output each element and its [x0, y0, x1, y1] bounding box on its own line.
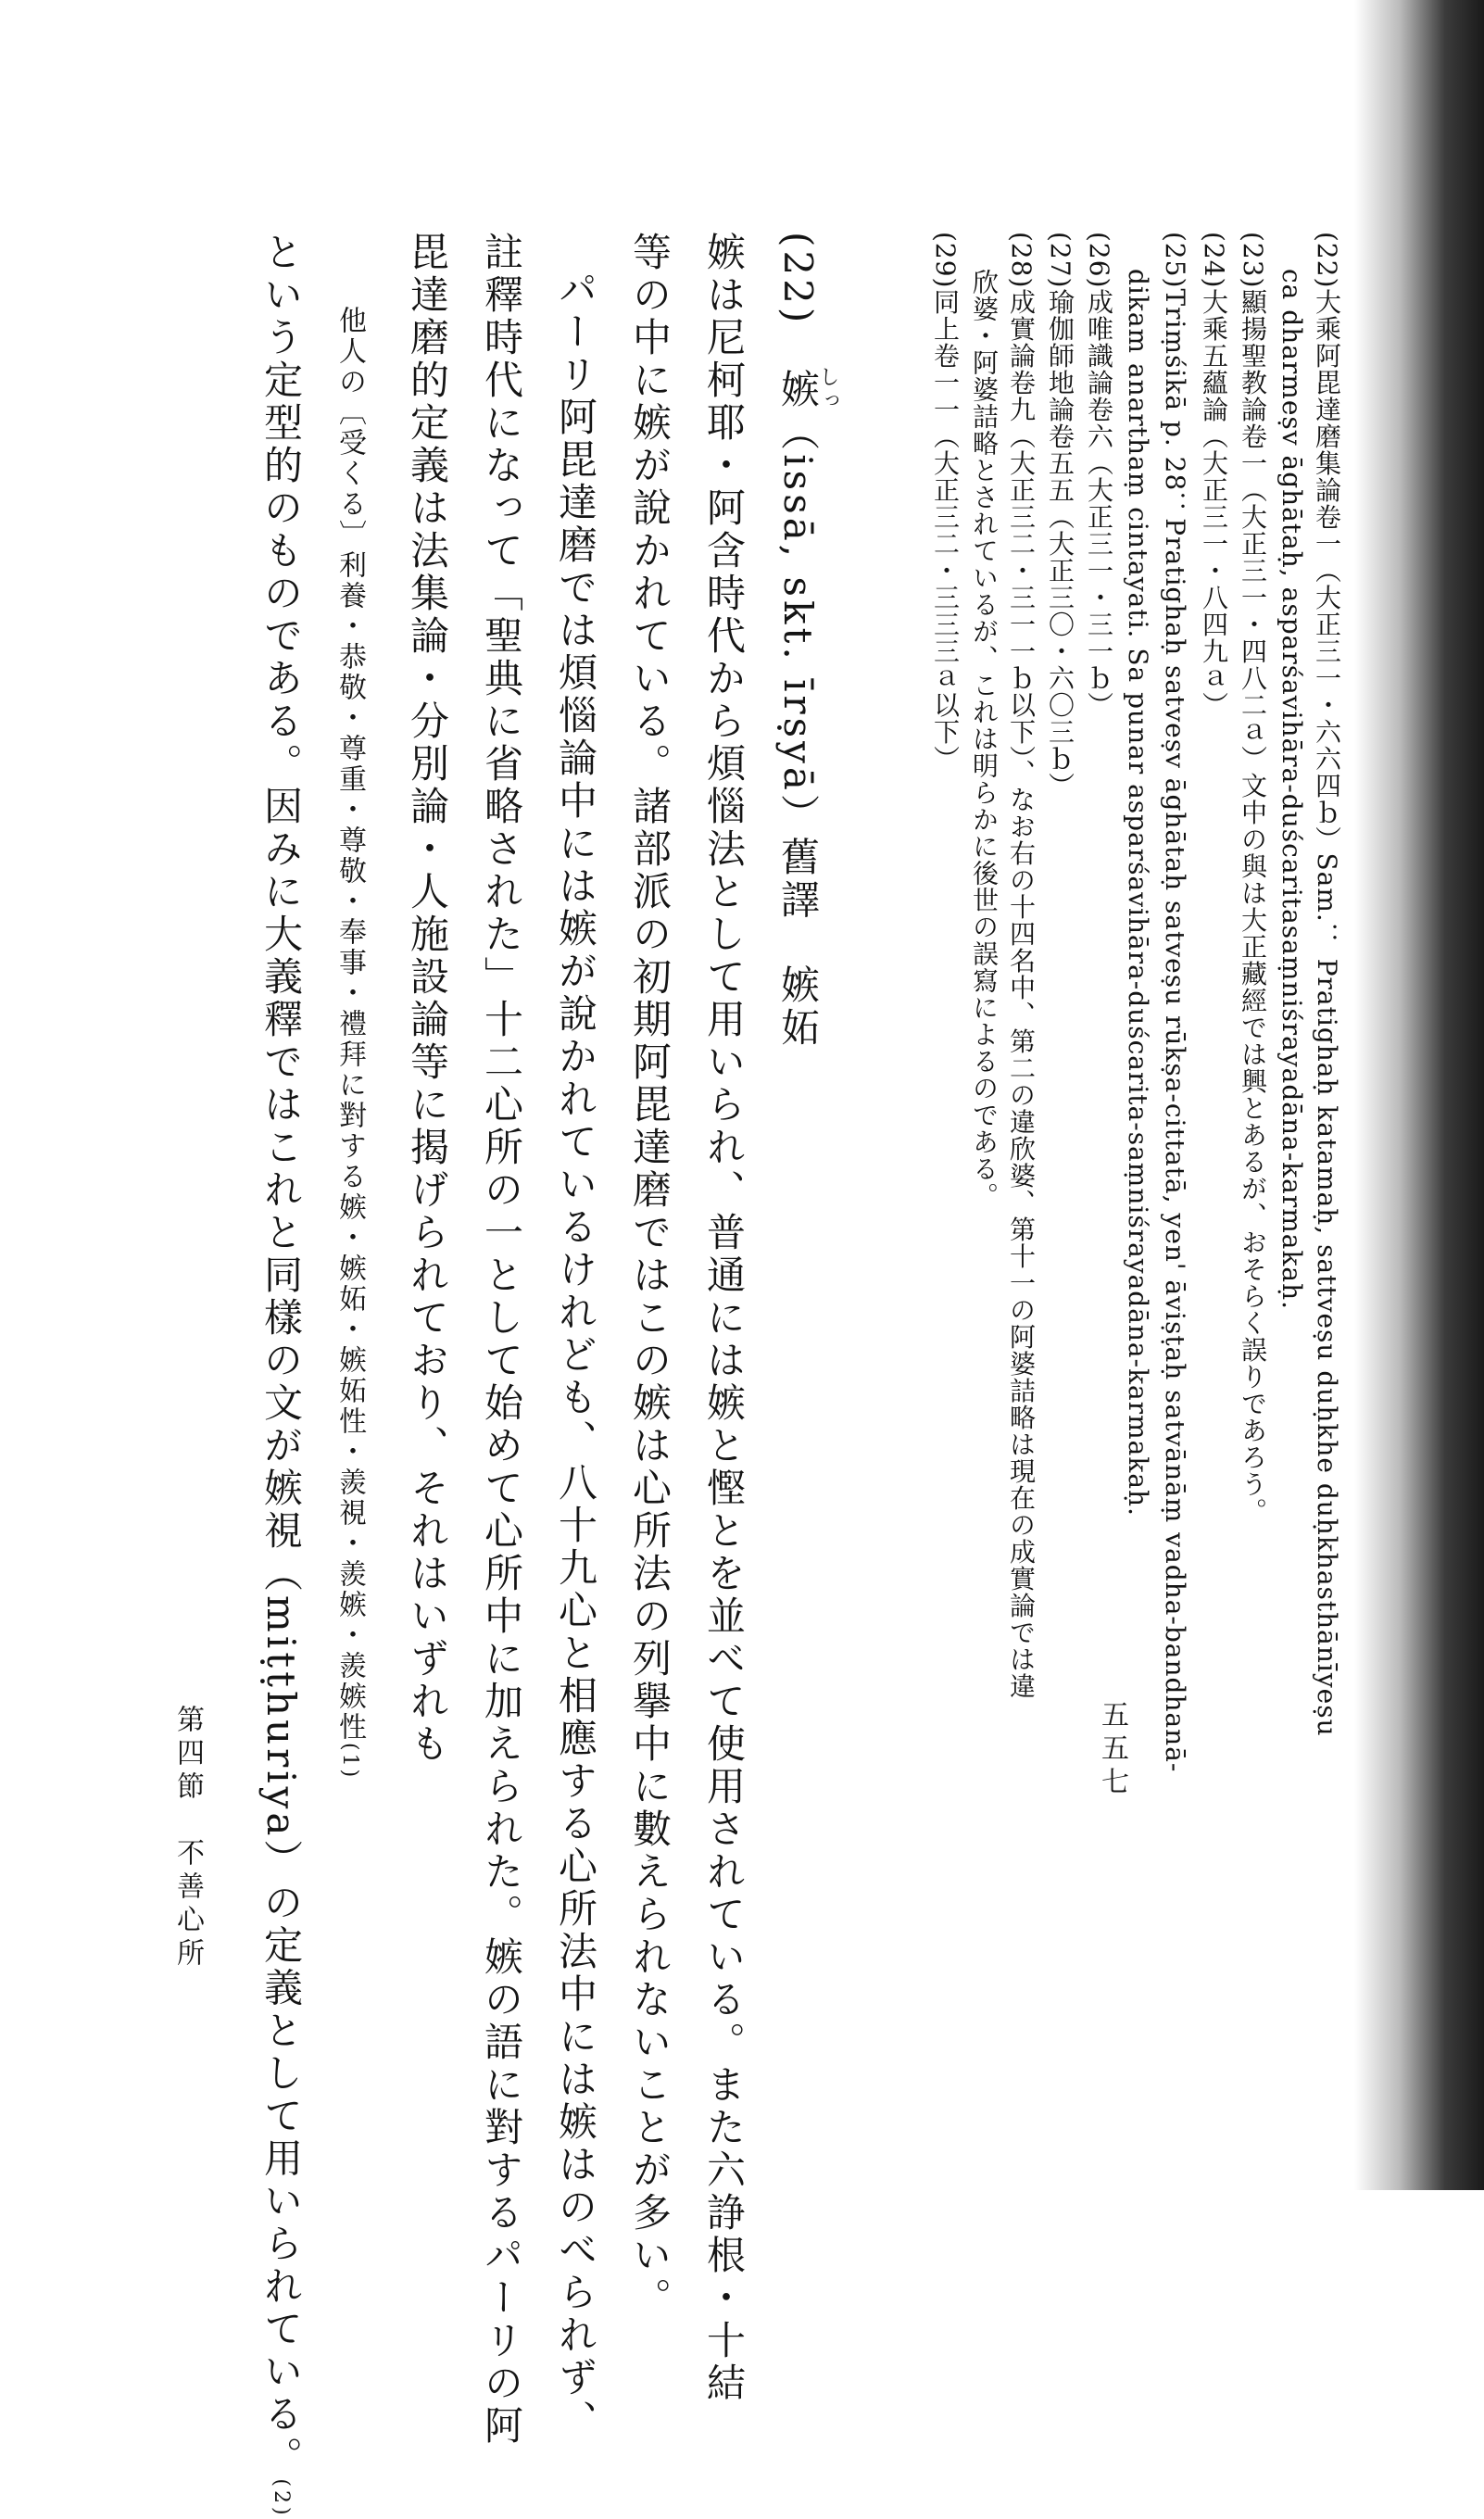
- body-line-last: という定型的のものである。因みに大義釋ではこれと同樣の文が嫉視（miṭṭhuriya）の定義として用いられている。(2): [258, 232, 304, 2519]
- note-ref-1: (1): [338, 1743, 361, 1781]
- footnote-26: (26)成唯識論卷六（大正三一・三一ｂ）: [1084, 232, 1114, 719]
- section-heading: (22) 嫉しっ（issā, skt. īrṣyā）舊譯 嫉妬: [775, 232, 839, 1050]
- quoted-definition: 他人の〔受くる〕利養・恭敬・尊重・尊敬・奉事・禮拜に對する嫉・嫉妬・嫉妬性・羨視・羨嫉・羨嫉性(1): [333, 306, 366, 1781]
- page-number: 五五七: [1096, 1700, 1128, 1800]
- footnote-25: (25)Triṃśikā p. 28：Pratighaḥ satveṣv āghātaḥ satveṣu rūkṣa-cittatā, yen' āviṣṭaḥ satvānāṃ vadha-bandhanā-: [1160, 232, 1190, 1773]
- footnote-29: (29)同上卷一一（大正三二・三三三ａ以下）: [930, 232, 961, 773]
- body-line-2: 等の中に嫉が說かれている。諸部派の初期阿毘達磨ではこの嫉は心所法の列擧中に數えられないことが多い。: [627, 232, 673, 2320]
- body-line-1: 嫉は尼柯耶・阿含時代から煩惱法として用いられ、普通には嫉と慳とを並べて使用されている。また六諍根・十結: [701, 232, 747, 2405]
- footnote-28: (28)成實論卷九（大正三二・三一一ｂ以下）、なお右の十四名中、第二の違欣婆、第十一の阿婆詰略は現在の成實論では違: [1006, 232, 1037, 1700]
- footnote-25-cont: dikam anarthaṃ cintayati. Sa punar asparśavihāra-duścarita-saṃniśrayadāna-karmakaḥ.: [1123, 269, 1153, 1517]
- footnote-24: (24)大乘五蘊論（大正三一・八四九ａ）: [1199, 232, 1229, 719]
- body-line-4: 註釋時代になって「聖典に省略された」十二心所の一として始めて心所中に加えられた。嫉の語に對するパーリの阿: [479, 232, 524, 2448]
- scan-shadow-edge: [1354, 0, 1484, 2190]
- footnote-27: (27)瑜伽師地論卷五五（大正三〇・六〇三ｂ）: [1045, 232, 1075, 800]
- running-section-title: 第四節 不善心所: [171, 1705, 204, 1971]
- footnote-28-cont: 欣婆・阿婆詰略とされているが、これは明らかに後世の誤寫によるのである。: [969, 269, 1000, 1209]
- note-ref-2: (2): [270, 2478, 293, 2519]
- footnote-22-cont: ca dharmeṣv āghātaḥ, asparśavihāra-duścaritasaṃniśrayadāna-karmakaḥ.: [1276, 269, 1307, 1311]
- footnote-22: (22)大乘阿毘達磨集論卷一（大正三一・六六四ｂ）Sam.： Pratighaḥ katamaḥ, sattveṣu duḥkhe duḥkhasthānīyeṣu: [1312, 232, 1342, 1737]
- body-line-3: パーリ阿毘達磨では煩惱論中には嫉が說かれているけれども、八十九心と相應する心所法中には嫉はのべられず、: [553, 269, 598, 2442]
- heading-term: 嫉しっ: [775, 366, 839, 415]
- body-line-5: 毘達磨的定義は法集論・分別論・人施設論等に揭げられており、それはいずれも: [405, 232, 450, 1766]
- footnote-23: (23)顯揚聖教論卷一（大正三一・四八二ａ）文中の與は大正藏經では興とあるが、おそらく誤りであろう。: [1238, 232, 1268, 1525]
